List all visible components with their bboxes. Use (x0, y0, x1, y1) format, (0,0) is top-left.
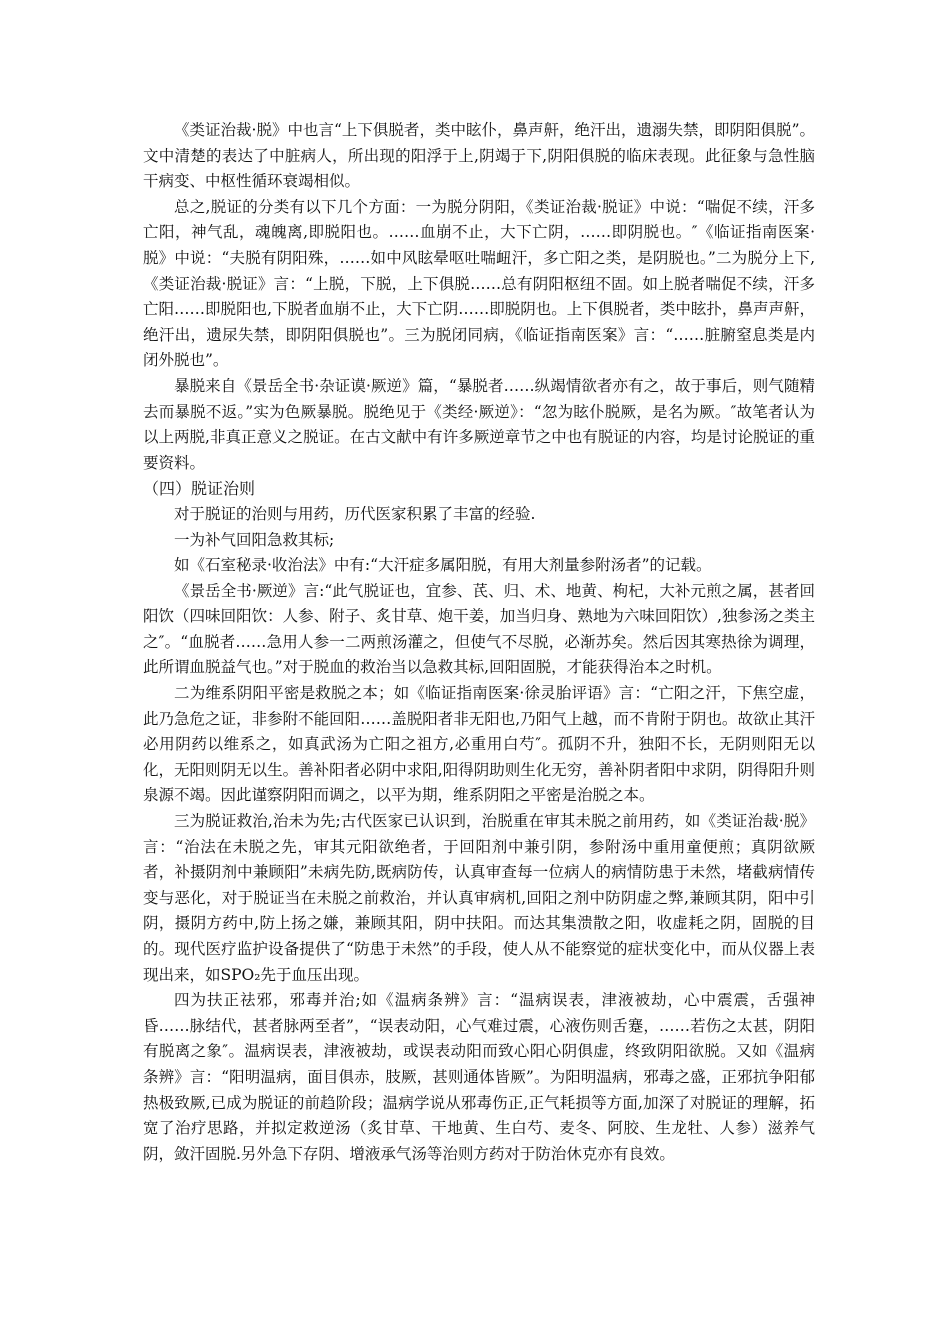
section-heading-treatment: （四）脱证治则 (143, 479, 256, 499)
paragraph-treatment-intro: 对于脱证的治则与用药，历代医家积累了丰富的经验. (174, 504, 536, 523)
paragraph-sudden-collapse: 暴脱来自《景岳全书·杂证谟·厥逆》篇，“暴脱者……纵竭情欲者亦有之，故于事后，则气随精去而暴脱不返。”实为色厥暴脱。脱绝见于《类经·厥逆》：“忽为眩仆脱厥，是名为厥。″故笔者认为以上两脱,非真正意义之脱证。在古文献中有许多厥逆章节之中也有脱证的内容，均是讨论脱证的重要资料。 (143, 376, 815, 472)
paragraph-principle-one-example: 如《石室秘录·收治法》中有:“大汗症多属阳脱，有用大剂量参附汤者”的记载。 (174, 556, 712, 575)
paragraph-principle-four: 四为扶正祛邪，邪毒并治;如《温病条辨》言：“温病误表，津液被劫，心中震震，舌强神昏……脉结代，甚者脉两至者”，“误表动阳，心气难过震，心液伤则舌蹇，……若伤之太甚，阴阳有脱离之象″。温病误表，津液被劫，或误表动阳而致心阳心阴俱虚，终致阴阳欲脱。又如《温病条辨》言：“阳明温病，面目俱赤，肢厥，甚则通体皆厥”。为阳明温病，邪毒之盛，正邪抗争阳郁热极致厥,已成为脱证的前趋阶段；温病学说从邪毒伤正,正气耗损等方面,加深了对脱证的理解，拓宽了治疗思路，并拟定救逆汤（炙甘草、干地黄、生白芍、麦冬、阿胶、生龙牡、人参）滋养气阴，敛汗固脱.另外急下存阴、增液承气汤等治则方药对于防治休克亦有良效。 (143, 991, 815, 1163)
paragraph-principle-one: 一为补气回阳急救其标; (174, 530, 335, 549)
paragraph-classification: 总之,脱证的分类有以下几个方面：一为脱分阴阳，《类证治裁·脱证》中说：“喘促不续，汗多亡阳，神气乱，魂魄离,即脱阳也。……血崩不止，大下亡阴，……即阴脱也。″《临证指南医案·脱》中说：“夫脱有阴阳殊，……如中风眩晕呕吐喘衄汗，多亡阳之类，是阴脱也。”二为脱分上下,《类证治裁·脱证》言：“上脱，下脱，上下俱脱……总有阴阳枢纽不固。如上脱者喘促不续，汗多亡阳……即脱阳也,下脱者血崩不止，大下亡阴……即脱阴也。上下俱脱者，类中眩扑，鼻声声鼾，绝汗出，遗尿失禁，即阴阳俱脱也”。三为脱闭同病，《临证指南医案》言：“……脏腑窒息类是内闭外脱也”。 (143, 197, 815, 370)
document-page (143, 118, 815, 1167)
paragraph-principle-two: 二为维系阴阳平密是救脱之本；如《临证指南医案·徐灵胎评语》言：“亡阳之汗，下焦空虚，此乃急危之证，非参附不能回阳……盖脱阳者非无阳也,乃阳气上越，而不肯附于阴也。故欲止其汗必用阴药以维系之，如真武汤为亡阳之祖方,必重用白芍″。孤阴不升，独阳不长，无阴则阳无以化，无阳则阴无以生。善补阳者必阴中求阳,阳得阴助则生化无穷，善补阴者阳中求阴，阴得阳升则泉源不竭。因此谨察阴阳而调之，以平为期，维系阴阳之平密是治脱之本。 (143, 684, 815, 805)
paragraph-principle-three: 三为脱证救治,治未为先;古代医家已认识到，治脱重在审其未脱之前用药，如《类证治裁·脱》言：“治法在未脱之先，审其元阳欲绝者，于回阳剂中兼引阴，参附汤中重用童便煎；真阴欲厥者，补摄阴剂中兼顾阳”未病先防,既病防传，认真审查每一位病人的病情防患于未然，堵截病情传变与恶化，对于脱证当在未脱之前救治，并认真审病机,回阳之剂中防阴虚之弊,兼顾其阴，阳中引阴，摄阴方药中,防上扬之嫌，兼顾其阳，阴中扶阳。而达其集溃散之阳，收虚耗之阴，固脱的目的。现代医疗监护设备提供了“防患于未然”的手段，使人从不能察觉的症状变化中，而从仪器上表现出来，如SPO₂先于血压出现。 (143, 812, 815, 984)
paragraph-jingyue-quote: 《景岳全书·厥逆》言:“此气脱证也，宜参、芪、归、术、地黄、枸杞，大补元煎之属，甚者回阳饮（四味回阳饮：人参、附子、炙甘草、炮干姜，加当归身、熟地为六味回阳饮）,独参汤之类主之″。“血脱者……急用人参一二两煎汤灌之，但使气不尽脱，必渐苏矣。然后因其寒热徐为调理，此所谓血脱益气也。”对于脱血的救治当以急救其标,回阳固脱，才能获得治本之时机。 (143, 581, 815, 677)
paragraph-clinical-signs: 《类证治裁·脱》中也言“上下俱脱者，类中眩仆，鼻声鼾，绝汗出，遗溺失禁，即阴阳俱脱”。文中清楚的表达了中脏病人，所出现的阳浮于上,阴竭于下,阴阳俱脱的临床表现。此征象与急性脑干病变、中枢性循环衰竭相似。 (143, 121, 815, 191)
